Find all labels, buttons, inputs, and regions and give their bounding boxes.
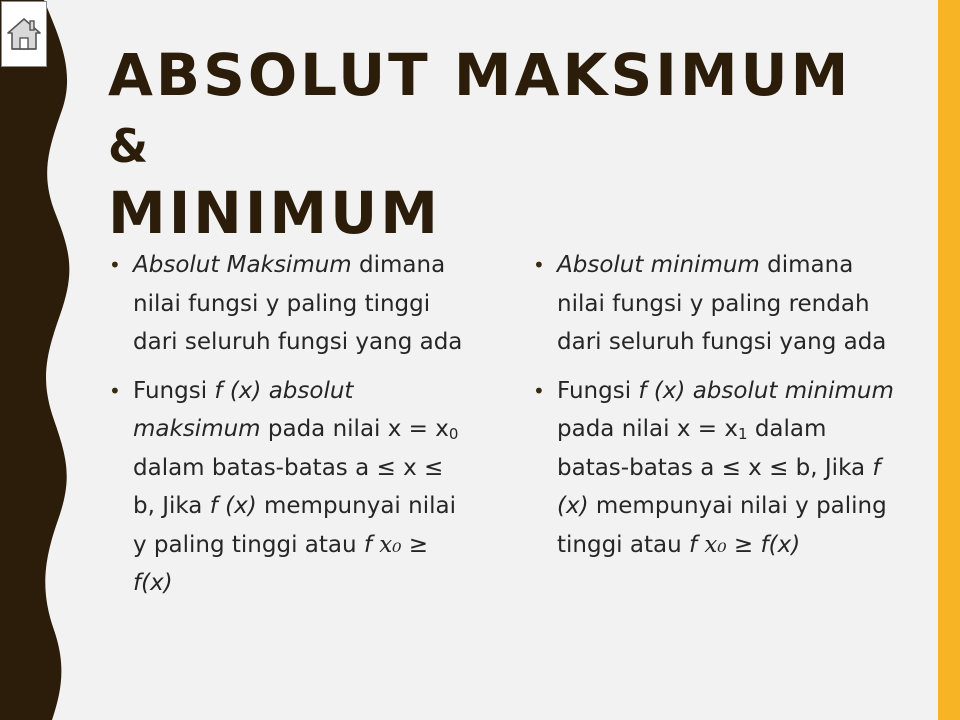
right-column [532,246,902,574]
term-f: f [688,531,698,558]
term-fungsi-maksimum: f (x) absolut maksimum [133,377,354,442]
bullet-absolut-maksimum [108,246,468,362]
bullet-fungsi-maksimum [108,372,468,603]
term-absolut-maksimum: Absolut Maksimum [133,252,352,278]
subscript: 1 [737,425,748,443]
bullet-text: ≥ [726,531,761,558]
bullet-text: pada nilai x = x [557,416,738,442]
slide-title [108,42,888,247]
bullet-text: mempunyai nilai y paling tinggi atau [133,493,456,558]
title-ampersand: & [108,119,152,173]
wavy-side-band [0,0,80,720]
term-fx: f(x) [760,531,801,558]
bullet-text: dimana nilai fungsi y paling tinggi dari seluruh fungsi yang ada [133,252,463,355]
math-x0: 𝑥₀ [704,531,727,558]
home-button[interactable] [1,1,47,67]
term-fx: f (x) [557,454,881,519]
term-fungsi-minimum: f (x) absolut minimum [638,377,894,404]
bullet-text: dalam batas-batas a ≤ x ≤ b, Jika [557,416,873,481]
term-fx: f(x) [133,570,173,596]
bullet-absolut-minimum [532,246,902,362]
subscript: 0 [448,425,459,443]
home-icon [6,16,42,52]
bullet-text: Fungsi [133,377,215,404]
math-x0: 𝑥₀ [379,531,402,558]
term-absolut-minimum: Absolut minimum [557,252,760,278]
bullet-text: Fungsi [557,377,639,404]
bullet-text: ≥ [401,531,429,558]
bullet-fungsi-minimum [532,372,902,565]
bullet-text: pada nilai x = x [260,416,449,442]
bullet-text: mempunyai nilai y paling tinggi atau [557,493,887,558]
term-fx: f (x) [209,493,257,519]
accent-bar [938,0,960,720]
left-column [108,246,468,613]
bullet-text: dalam batas-batas a ≤ x ≤ b, Jika [133,454,444,519]
title-part-2: MINIMUM [108,179,441,247]
term-f: f [363,531,372,558]
title-part-1: ABSOLUT MAKSIMUM [108,41,852,109]
bullet-text: dimana nilai fungsi y paling rendah dari seluruh fungsi yang ada [557,252,887,355]
